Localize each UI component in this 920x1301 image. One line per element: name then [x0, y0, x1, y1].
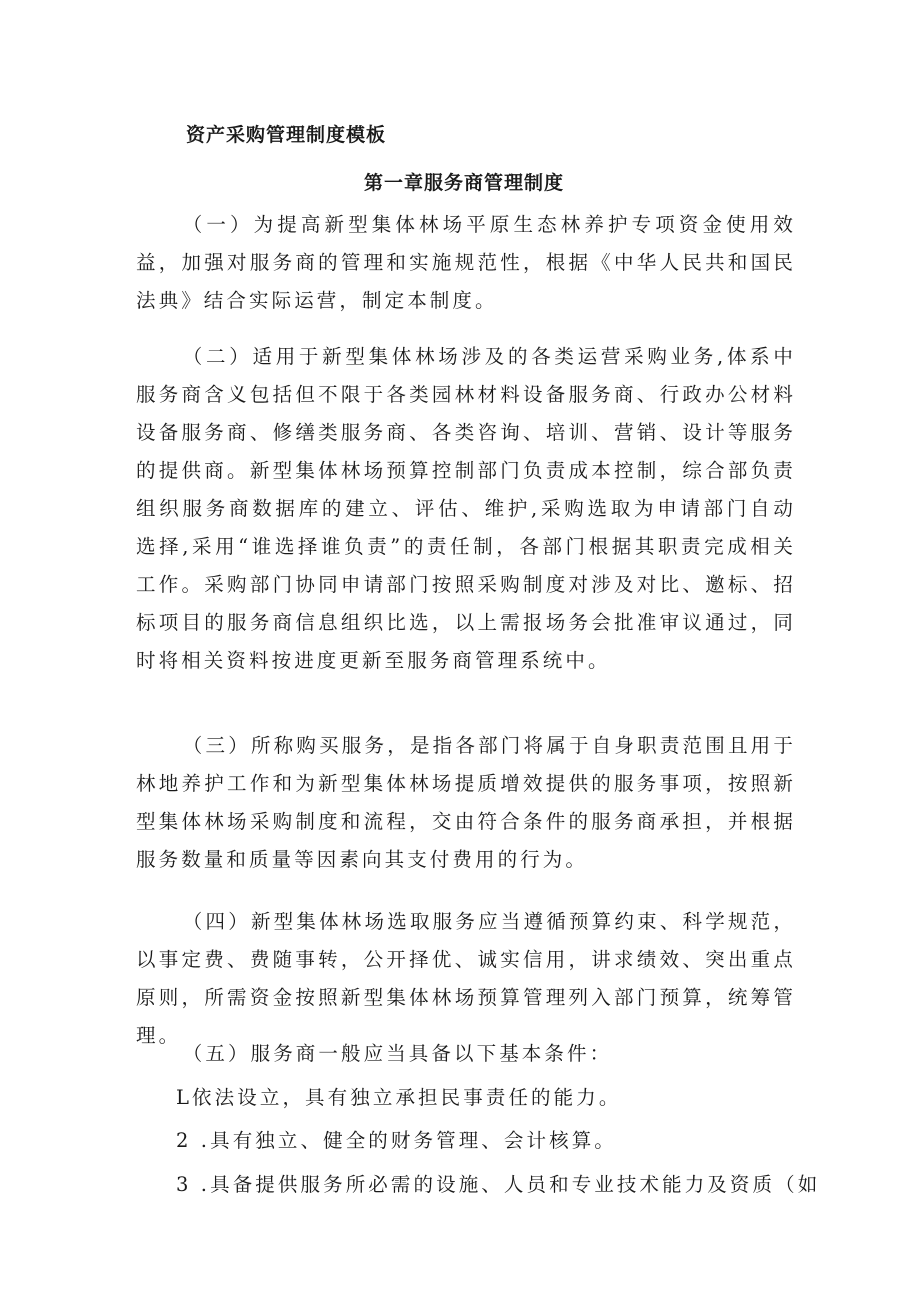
- paragraph-4: （四）新型集体林场选取服务应当遵循预算约束、科学规范，以事定费、费随事转，公开择优、诚实信用，讲求绩效、突出重点原则，所需资金按照新型集体林场预算管理列入部门预算，统筹管理。: [136, 910, 796, 1047]
- chapter-title: 第一章服务商管理制度: [363, 172, 564, 194]
- list-item-1: L依法设立，具有独立承担民事责任的能力。: [176, 1086, 622, 1109]
- list-item-3: 3 .具备提供服务所必需的设施、人员和专业技术能力及资质（如: [176, 1173, 821, 1196]
- paragraph-2: （二）适用于新型集体林场涉及的各类运营采购业务,体系中服务商含义包括但不限于各类园林材料设备服务商、行政办公材料设备服务商、修缮类服务商、各类咨询、培训、营销、设计等服务的提供商。新型集体林场预算控制部门负责成本控制，综合部负责组织服务商数据库的建立、评估、维护,采购选取为申请部门自动选择,采用“谁选择谁负责”的责任制，各部门根据其职责完成相关工作。采购部门协同申请部门按照采购制度对涉及对比、邀标、招标项目的服务商信息组织比选，以上需报场务会批准审议通过，同时将相关资料按进度更新至服务商管理系统中。: [136, 345, 796, 672]
- paragraph-5: （五）服务商一般应当具备以下基本条件：: [182, 1042, 613, 1065]
- paragraph-1: （一）为提高新型集体林场平原生态林养护专项资金使用效益，加强对服务商的管理和实施规范性，根据《中华人民共和国民法典》结合实际运营，制定本制度。: [136, 213, 796, 312]
- list-item-2: 2 .具有独立、健全的财务管理、会计核算。: [176, 1129, 617, 1152]
- paragraph-3: （三）所称购买服务，是指各部门将属于自身职责范围且用于林地养护工作和为新型集体林场提质增效提供的服务事项，按照新型集体林场采购制度和流程，交由符合条件的服务商承担，并根据服务数量和质量等因素向其支付费用的行为。: [136, 734, 796, 871]
- document-title: 资产采购管理制度模板: [186, 124, 387, 146]
